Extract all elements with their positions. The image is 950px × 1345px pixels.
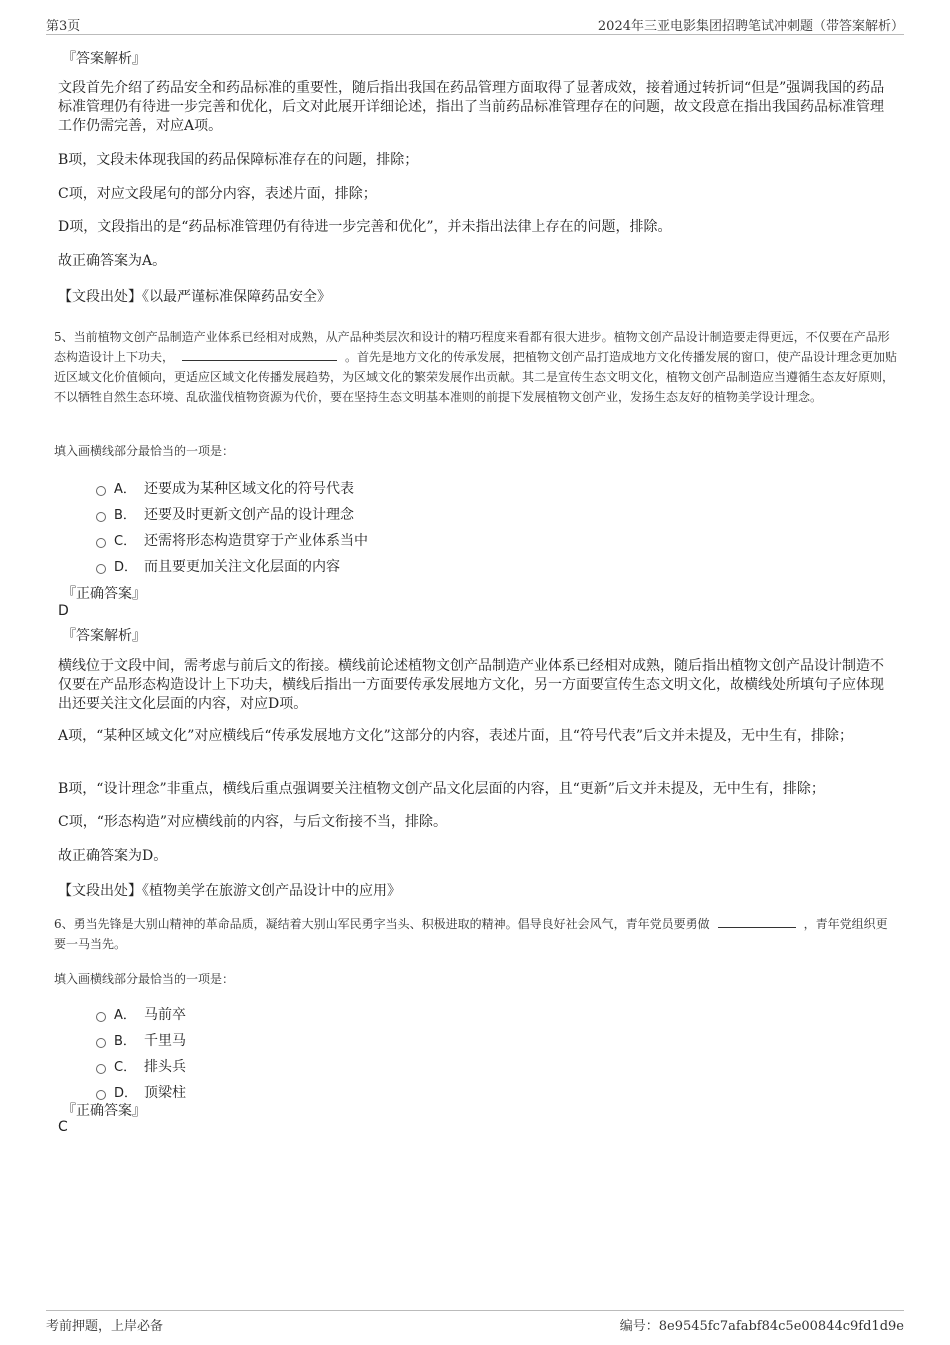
radio-icon[interactable] (96, 486, 106, 496)
q4-analysis: 文段首先介绍了药品安全和药品标准的重要性，随后指出我国在药品管理方面取得了显著成效，接着通过转折词“但是”强调我国的药品标准管理仍有待进一步完善和优化，后文对此展开详细论述，指出了当前药品标准管理存在的问题，故文段意在指出我国药品标准管理工作仍需完善，对应A项。 (58, 80, 885, 134)
radio-icon[interactable] (96, 1064, 106, 1074)
q5-answer: D (58, 603, 69, 619)
q5-text-after: 。首先是地方文化的传承发展，把植物文创产品打造成地方文化传播发展的窗口，使产品设计理念更加贴近区域文化价值倾向，更适应区域文化传播发展趋势，为区域文化的繁荣发展作出贡献。其二是宣传生态文明文化，植物文创产品制造应当遵循生态友好原则，不以牺牲自然生态环境、乱砍滥伐植物资源为代价，要在坚持生态文明基本准则的前提下发展植物文创产业，发扬生态友好的植物美学设计理念。 (54, 350, 898, 404)
q5-option-a[interactable]: A． 还要成为某种区域文化的符号代表 (96, 478, 354, 498)
q6-option-a[interactable]: A． 马前卒 (96, 1004, 186, 1024)
q5-question (54, 327, 898, 407)
q5-analysis-tag: 『答案解析』 (62, 628, 146, 644)
q6-answer-tag: 『正确答案』 (62, 1103, 146, 1119)
q5-option-a-analysis: A项，“某种区域文化”对应横线后“传承发展地方文化”这部分的内容，表述片面，且“符号代表”后文并未提及，无中生有，排除； (58, 728, 854, 744)
q4-analysis-tag: 『答案解析』 (62, 51, 146, 67)
q6-text-before: 6、勇当先锋是大别山精神的革命品质，凝结着大别山军民勇字当头、积极进取的精神。倡导良好社会风气，青年党员要勇做 (54, 917, 710, 931)
q5-text-before: 5、当前植物文创产品制造产业体系已经相对成熟，从产品种类层次和设计的精巧程度来看都有很大进步。植物文创产品设计制造要走得更远，不仅要在产品形态构造设计上下功夫， (54, 330, 890, 364)
q4-option-d-analysis: D项，文段指出的是“药品标准管理仍有待进一步完善和优化”，并未指出法律上存在的问题，排除。 (58, 219, 672, 235)
q4-source: 【文段出处】《以最严谨标准保障药品安全》 (58, 289, 331, 305)
q5-option-c[interactable]: C． 还需将形态构造贯穿于产业体系当中 (96, 530, 368, 550)
q5-blank (182, 348, 337, 361)
radio-icon[interactable] (96, 1090, 106, 1100)
q6-text-after: ，青年党组织更要一马当先。 (54, 917, 888, 951)
footer-slogan: 考前押题，上岸必备 (46, 1319, 164, 1334)
q4-conclusion: 故正确答案为A。 (58, 253, 167, 269)
page-number: 第3页 (46, 19, 81, 34)
q6-question (54, 914, 898, 954)
q5-option-d[interactable]: D． 而且要更加关注文化层面的内容 (96, 556, 340, 576)
q6-option-b[interactable]: B． 千里马 (96, 1030, 186, 1050)
q6-option-d[interactable]: D． 顶梁柱 (96, 1082, 186, 1102)
q5-conclusion: 故正确答案为D。 (58, 848, 168, 864)
radio-icon[interactable] (96, 1038, 106, 1048)
q6-prompt: 填入画横线部分最恰当的一项是： (54, 972, 235, 986)
q5-option-b-analysis: B项，“设计理念”非重点，横线后重点强调要关注植物文创产品文化层面的内容，且“更新”后文并未提及，无中生有，排除； (58, 781, 825, 797)
radio-icon[interactable] (96, 512, 106, 522)
page-header (46, 12, 904, 35)
document-title: 2024年三亚电影集团招聘笔试冲刺题（带答案解析） (597, 19, 904, 34)
q6-blank (718, 915, 796, 928)
q5-option-c-analysis: C项，“形态构造”对应横线前的内容，与后文衔接不当，排除。 (58, 814, 448, 830)
q5-option-b[interactable]: B． 还要及时更新文创产品的设计理念 (96, 504, 354, 524)
radio-icon[interactable] (96, 564, 106, 574)
q4-option-c-analysis: C项，对应文段尾句的部分内容，表述片面，排除； (58, 186, 377, 202)
document-serial: 编号：8e9545fc7afabf84c5e00844c9fd1d9e (619, 1319, 904, 1334)
radio-icon[interactable] (96, 538, 106, 548)
q6-option-c[interactable]: C． 排头兵 (96, 1056, 186, 1076)
q4-option-b-analysis: B项，文段未体现我国的药品保障标准存在的问题，排除； (58, 152, 419, 168)
q5-answer-tag: 『正确答案』 (62, 586, 146, 602)
q5-prompt: 填入画横线部分最恰当的一项是： (54, 444, 235, 458)
page-footer (46, 1310, 904, 1335)
radio-icon[interactable] (96, 1012, 106, 1022)
q5-analysis: 横线位于文段中间，需考虑与前后文的衔接。横线前论述植物文创产品制造产业体系已经相对成熟，随后指出植物文创产品设计制造不仅要在产品形态构造设计上下功夫，横线后指出一方面要传承发展地方文化，另一方面要宣传生态文明文化，故横线处所填句子应体现出还要关注文化层面的内容，对应D项。 (58, 658, 884, 712)
q5-source: 【文段出处】《植物美学在旅游文创产品设计中的应用》 (58, 883, 401, 899)
q6-answer: C (58, 1119, 68, 1135)
